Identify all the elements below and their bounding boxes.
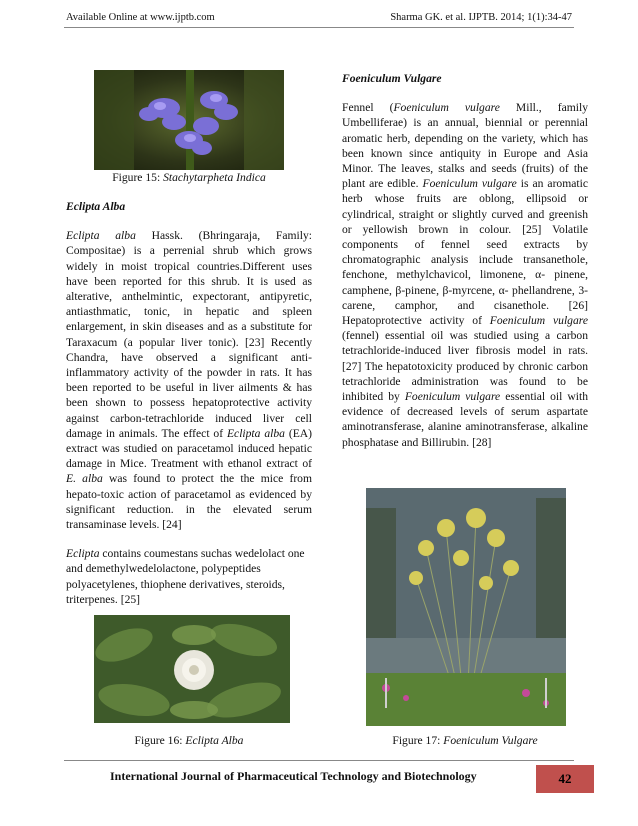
- figure-15-caption: [66, 171, 312, 184]
- right-column: [342, 71, 588, 450]
- figure-17-caption: [342, 734, 588, 747]
- eclipta-paragraph-1: [66, 228, 312, 532]
- foeniculum-paragraph: [342, 100, 588, 450]
- caption-label: Figure 15:: [112, 171, 164, 184]
- text-run: (EA) extract was studied on paracetamol induced hepatic damage in Mice. Treatment with ethanol extract of: [66, 426, 313, 471]
- caption-species: Foeniculum Vulgare: [443, 734, 538, 747]
- eclipta-paragraph-2: [66, 546, 312, 607]
- caption-species: Stachytarpheta Indica: [163, 171, 266, 184]
- text-run: was found to protect the the mice from hepato-toxic action of paracetamol as evidenced by significant reduction. in the elevated serum transaminase levels. [24]: [66, 472, 312, 532]
- header-website: Available Online at www.ijptb.com: [66, 12, 215, 23]
- figure-15-image: [94, 70, 284, 170]
- caption-label: Figure 17:: [392, 734, 444, 747]
- figure-16-caption: [66, 734, 312, 747]
- text-run: Mill., family Umbelliferae) is an annual, biennial or perennial aromatic herb, depending on the variety, which has been known since antiquity in Europe and Asia Minor. The leaves, stalks and seeds (fruits) of the plant are edible.: [342, 101, 588, 191]
- footer-journal-name: International Journal of Pharmaceutical Technology and Biotechnology: [110, 769, 477, 783]
- text-run: is an aromatic herb whose fruits are oblong, ellipsoid or cylindrical, straight or slightly curved and greenish or yellowish brown in colour. [25] Volatile components of fennel seed extracts by chromatographic analysis include transanethole, fenchone, methylchavicol, limonene, α- pinene, camphene, β-pinene, β-myrcene, α- phellandrene, 3-carene, camphor, and cisanethole. [26] Hepatoprotective activity of: [342, 177, 588, 328]
- italic-term: E. alba: [66, 472, 103, 486]
- figure-17-image: [366, 488, 566, 726]
- caption-label: Figure 16:: [134, 734, 186, 747]
- italic-term: Foeniculum vulgare: [489, 314, 588, 328]
- section-heading-foeniculum: Foeniculum Vulgare: [342, 72, 442, 85]
- header-divider: [64, 27, 574, 28]
- italic-term: Foeniculum vulgare: [404, 390, 501, 404]
- italic-term: Eclipta: [66, 547, 100, 561]
- page-number: 42: [536, 765, 594, 793]
- italic-term: Eclipta alba: [66, 229, 136, 243]
- text-run: Fennel (: [342, 101, 394, 115]
- caption-species: Eclipta Alba: [185, 734, 244, 747]
- figure-16-image: [94, 615, 290, 723]
- section-heading-eclipta: Eclipta Alba: [66, 200, 126, 213]
- italic-term: Foeniculum vulgare: [393, 101, 500, 115]
- text-run: essential oil with evidence of decreased levels of serum aspartate aminotransferase, alanine aminotransferase, alkaline phosphatase and Billirubin. [28]: [342, 390, 588, 449]
- footer-divider: [64, 760, 574, 761]
- left-column: [66, 199, 312, 607]
- text-run: contains coumestans suchas wedelolact one and demethylwedelolactone, polypeptides polyacetylenes, thiophene derivatives, steroids, triterpenes. [25]: [66, 547, 305, 606]
- text-run: Hassk. (Bhringaraja, Family: Compositae) is a perrenial shrub which grows widely in moist tropical countries.Different uses have been reported for this shrub. It is used as alterative, anthelmintic, expectorant, antipyretic, antiasthmatic, tonic, in hepatic and spleen enlargement, in skin diseases and as a substitute for Taraxacum (a popular liver tonic). [23] Recently Chandra, have observed a significant anti-inflammatory activity of the powder in rats. It has been reported to be useful in liver ailments & has been shown to possess hepatoprotective activity against carbon-tetrachloride induced liver cell damage in animals. The effect of: [66, 229, 312, 440]
- header-citation: Sharma GK. et al. IJPTB. 2014; 1(1):34-47: [390, 12, 572, 23]
- italic-term: Foeniculum vulgare: [422, 177, 517, 191]
- italic-term: Eclipta alba: [226, 426, 285, 440]
- text-run: (fennel) essential oil was studied using a carbon tetrachloride-induced liver fibrosis model in rats. [27] The hepatotoxicity produced by chronic carbon tetrachloride administration was found to be inhibited by: [342, 329, 588, 404]
